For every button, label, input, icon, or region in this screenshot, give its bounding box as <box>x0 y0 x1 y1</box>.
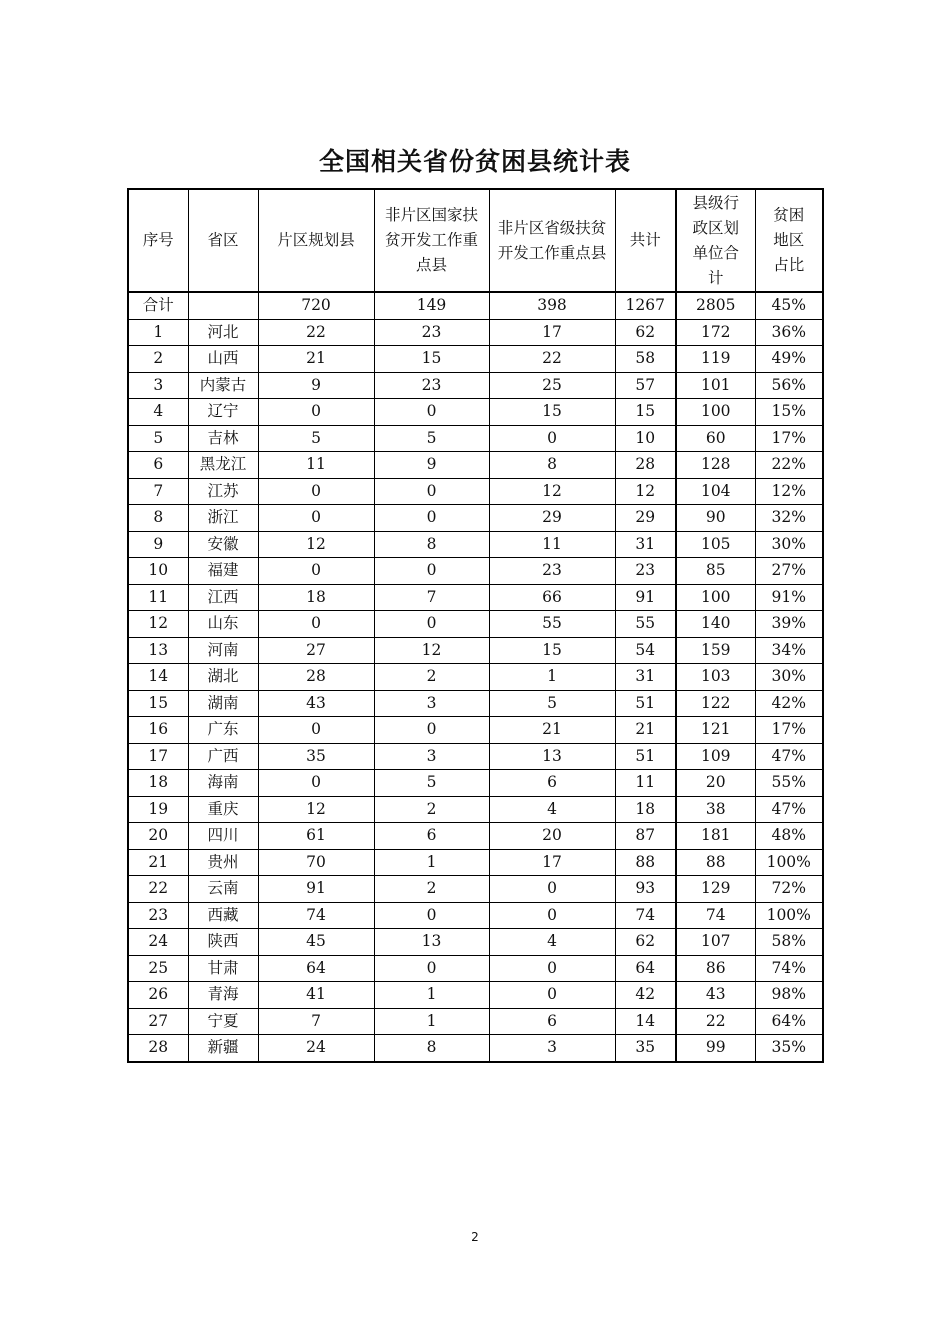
cell-total: 91 <box>615 584 676 611</box>
cell-total: 23 <box>615 558 676 585</box>
cell-province: 江西 <box>188 584 258 611</box>
table-row <box>128 1008 823 1035</box>
table-row <box>128 319 823 346</box>
cell-ratio: 15% <box>755 399 823 426</box>
cell-ratio: 32% <box>755 505 823 532</box>
cell-nonzone-national: 0 <box>374 478 489 505</box>
cell-province: 山西 <box>188 346 258 373</box>
cell-province: 云南 <box>188 876 258 903</box>
cell-county-units: 38 <box>676 796 755 823</box>
cell-nonzone-national: 1 <box>374 849 489 876</box>
cell-nonzone-national: 7 <box>374 584 489 611</box>
cell-zone-planned: 0 <box>258 478 374 505</box>
cell-seq: 14 <box>128 664 188 691</box>
cell-nonzone-provincial: 66 <box>489 584 615 611</box>
cell-seq: 13 <box>128 637 188 664</box>
cell-nonzone-national: 0 <box>374 717 489 744</box>
cell-nonzone-provincial: 55 <box>489 611 615 638</box>
summary-label: 合计 <box>128 292 188 319</box>
cell-nonzone-national: 2 <box>374 876 489 903</box>
table-row <box>128 584 823 611</box>
cell-county-units: 20 <box>676 770 755 797</box>
cell-province: 浙江 <box>188 505 258 532</box>
cell-ratio: 49% <box>755 346 823 373</box>
cell-zone-planned: 0 <box>258 770 374 797</box>
cell-province: 海南 <box>188 770 258 797</box>
cell-seq: 27 <box>128 1008 188 1035</box>
cell-ratio: 58% <box>755 929 823 956</box>
cell-ratio: 30% <box>755 531 823 558</box>
table-row <box>128 372 823 399</box>
cell-ratio: 64% <box>755 1008 823 1035</box>
cell-zone-planned: 0 <box>258 558 374 585</box>
header-county-units: 县级行政区划单位合计 <box>676 189 755 292</box>
cell-nonzone-provincial: 0 <box>489 982 615 1009</box>
cell-nonzone-provincial: 8 <box>489 452 615 479</box>
cell-total: 55 <box>615 611 676 638</box>
cell-zone-planned: 64 <box>258 955 374 982</box>
cell-county-units: 101 <box>676 372 755 399</box>
cell-ratio: 17% <box>755 425 823 452</box>
cell-nonzone-provincial: 22 <box>489 346 615 373</box>
summary-total: 1267 <box>615 292 676 319</box>
cell-province: 新疆 <box>188 1035 258 1062</box>
table-row <box>128 637 823 664</box>
cell-county-units: 159 <box>676 637 755 664</box>
header-zone-planned: 片区规划县 <box>258 189 374 292</box>
cell-province: 广西 <box>188 743 258 770</box>
cell-nonzone-provincial: 15 <box>489 637 615 664</box>
cell-seq: 25 <box>128 955 188 982</box>
cell-province: 江苏 <box>188 478 258 505</box>
cell-nonzone-national: 23 <box>374 319 489 346</box>
cell-total: 88 <box>615 849 676 876</box>
cell-nonzone-provincial: 5 <box>489 690 615 717</box>
cell-zone-planned: 12 <box>258 796 374 823</box>
summary-nonzone-national: 149 <box>374 292 489 319</box>
cell-nonzone-provincial: 1 <box>489 664 615 691</box>
table-row <box>128 876 823 903</box>
cell-seq: 15 <box>128 690 188 717</box>
cell-seq: 8 <box>128 505 188 532</box>
cell-nonzone-provincial: 11 <box>489 531 615 558</box>
cell-province: 四川 <box>188 823 258 850</box>
cell-total: 21 <box>615 717 676 744</box>
cell-nonzone-provincial: 13 <box>489 743 615 770</box>
cell-county-units: 88 <box>676 849 755 876</box>
cell-seq: 10 <box>128 558 188 585</box>
cell-total: 12 <box>615 478 676 505</box>
cell-nonzone-provincial: 3 <box>489 1035 615 1062</box>
cell-zone-planned: 9 <box>258 372 374 399</box>
cell-province: 湖南 <box>188 690 258 717</box>
table-row <box>128 849 823 876</box>
cell-total: 28 <box>615 452 676 479</box>
cell-zone-planned: 27 <box>258 637 374 664</box>
cell-total: 64 <box>615 955 676 982</box>
table-row <box>128 955 823 982</box>
cell-seq: 21 <box>128 849 188 876</box>
poverty-county-table <box>127 188 824 1063</box>
cell-county-units: 109 <box>676 743 755 770</box>
cell-county-units: 43 <box>676 982 755 1009</box>
header-ratio: 贫困地区占比 <box>755 189 823 292</box>
cell-county-units: 85 <box>676 558 755 585</box>
cell-zone-planned: 0 <box>258 611 374 638</box>
cell-seq: 4 <box>128 399 188 426</box>
cell-total: 31 <box>615 664 676 691</box>
cell-ratio: 47% <box>755 796 823 823</box>
cell-ratio: 30% <box>755 664 823 691</box>
cell-province: 甘肃 <box>188 955 258 982</box>
cell-total: 93 <box>615 876 676 903</box>
cell-province: 安徽 <box>188 531 258 558</box>
cell-county-units: 128 <box>676 452 755 479</box>
cell-seq: 5 <box>128 425 188 452</box>
cell-zone-planned: 70 <box>258 849 374 876</box>
table-row <box>128 399 823 426</box>
cell-nonzone-provincial: 21 <box>489 717 615 744</box>
page-title: 全国相关省份贫困县统计表 <box>318 147 631 176</box>
cell-ratio: 72% <box>755 876 823 903</box>
cell-zone-planned: 0 <box>258 717 374 744</box>
cell-nonzone-provincial: 0 <box>489 876 615 903</box>
cell-ratio: 91% <box>755 584 823 611</box>
cell-zone-planned: 24 <box>258 1035 374 1062</box>
summary-province <box>188 292 258 319</box>
cell-nonzone-provincial: 0 <box>489 955 615 982</box>
cell-province: 河北 <box>188 319 258 346</box>
cell-zone-planned: 35 <box>258 743 374 770</box>
cell-ratio: 39% <box>755 611 823 638</box>
table-row <box>128 743 823 770</box>
table-row <box>128 452 823 479</box>
cell-total: 58 <box>615 346 676 373</box>
cell-zone-planned: 22 <box>258 319 374 346</box>
page-number: 2 <box>471 1230 479 1244</box>
header-province: 省区 <box>188 189 258 292</box>
cell-ratio: 55% <box>755 770 823 797</box>
cell-nonzone-provincial: 6 <box>489 1008 615 1035</box>
cell-county-units: 105 <box>676 531 755 558</box>
summary-zone-planned: 720 <box>258 292 374 319</box>
cell-nonzone-provincial: 4 <box>489 796 615 823</box>
table-row <box>128 478 823 505</box>
cell-total: 29 <box>615 505 676 532</box>
cell-nonzone-national: 9 <box>374 452 489 479</box>
cell-total: 31 <box>615 531 676 558</box>
cell-province: 辽宁 <box>188 399 258 426</box>
cell-total: 87 <box>615 823 676 850</box>
cell-province: 吉林 <box>188 425 258 452</box>
cell-province: 湖北 <box>188 664 258 691</box>
table-row <box>128 770 823 797</box>
cell-seq: 2 <box>128 346 188 373</box>
cell-ratio: 22% <box>755 452 823 479</box>
cell-county-units: 107 <box>676 929 755 956</box>
cell-seq: 11 <box>128 584 188 611</box>
cell-seq: 7 <box>128 478 188 505</box>
cell-province: 广东 <box>188 717 258 744</box>
cell-county-units: 86 <box>676 955 755 982</box>
summary-nonzone-provincial: 398 <box>489 292 615 319</box>
summary-county-units: 2805 <box>676 292 755 319</box>
cell-county-units: 140 <box>676 611 755 638</box>
cell-total: 11 <box>615 770 676 797</box>
summary-ratio: 45% <box>755 292 823 319</box>
cell-province: 西藏 <box>188 902 258 929</box>
cell-nonzone-national: 2 <box>374 796 489 823</box>
table-row <box>128 611 823 638</box>
cell-county-units: 119 <box>676 346 755 373</box>
cell-total: 62 <box>615 319 676 346</box>
cell-nonzone-national: 13 <box>374 929 489 956</box>
cell-nonzone-national: 1 <box>374 982 489 1009</box>
cell-zone-planned: 18 <box>258 584 374 611</box>
cell-seq: 19 <box>128 796 188 823</box>
cell-seq: 6 <box>128 452 188 479</box>
cell-county-units: 74 <box>676 902 755 929</box>
cell-zone-planned: 41 <box>258 982 374 1009</box>
cell-seq: 20 <box>128 823 188 850</box>
cell-county-units: 172 <box>676 319 755 346</box>
cell-zone-planned: 0 <box>258 505 374 532</box>
cell-nonzone-national: 2 <box>374 664 489 691</box>
cell-ratio: 47% <box>755 743 823 770</box>
table-row <box>128 531 823 558</box>
cell-seq: 3 <box>128 372 188 399</box>
cell-county-units: 60 <box>676 425 755 452</box>
cell-zone-planned: 12 <box>258 531 374 558</box>
table-row <box>128 425 823 452</box>
cell-nonzone-provincial: 0 <box>489 902 615 929</box>
cell-county-units: 100 <box>676 399 755 426</box>
header-nonzone-national: 非片区国家扶贫开发工作重点县 <box>374 189 489 292</box>
cell-zone-planned: 45 <box>258 929 374 956</box>
cell-ratio: 35% <box>755 1035 823 1062</box>
table-row <box>128 505 823 532</box>
table-row <box>128 902 823 929</box>
cell-nonzone-national: 6 <box>374 823 489 850</box>
table-row <box>128 717 823 744</box>
cell-ratio: 12% <box>755 478 823 505</box>
cell-total: 35 <box>615 1035 676 1062</box>
cell-county-units: 103 <box>676 664 755 691</box>
summary-row <box>128 292 823 319</box>
cell-zone-planned: 0 <box>258 399 374 426</box>
cell-seq: 22 <box>128 876 188 903</box>
cell-ratio: 48% <box>755 823 823 850</box>
cell-nonzone-national: 5 <box>374 425 489 452</box>
table-header-row <box>128 189 823 292</box>
table-row <box>128 982 823 1009</box>
cell-total: 14 <box>615 1008 676 1035</box>
cell-county-units: 90 <box>676 505 755 532</box>
cell-ratio: 98% <box>755 982 823 1009</box>
table-row <box>128 664 823 691</box>
cell-zone-planned: 11 <box>258 452 374 479</box>
cell-total: 62 <box>615 929 676 956</box>
cell-county-units: 22 <box>676 1008 755 1035</box>
cell-ratio: 27% <box>755 558 823 585</box>
cell-total: 18 <box>615 796 676 823</box>
cell-province: 内蒙古 <box>188 372 258 399</box>
cell-county-units: 181 <box>676 823 755 850</box>
cell-nonzone-provincial: 17 <box>489 849 615 876</box>
cell-zone-planned: 21 <box>258 346 374 373</box>
cell-nonzone-national: 0 <box>374 558 489 585</box>
table-row <box>128 690 823 717</box>
table-row <box>128 929 823 956</box>
cell-nonzone-national: 8 <box>374 1035 489 1062</box>
cell-total: 54 <box>615 637 676 664</box>
cell-seq: 26 <box>128 982 188 1009</box>
cell-nonzone-national: 5 <box>374 770 489 797</box>
cell-nonzone-provincial: 6 <box>489 770 615 797</box>
cell-ratio: 36% <box>755 319 823 346</box>
cell-total: 51 <box>615 743 676 770</box>
cell-seq: 28 <box>128 1035 188 1062</box>
cell-total: 51 <box>615 690 676 717</box>
cell-county-units: 99 <box>676 1035 755 1062</box>
cell-nonzone-provincial: 15 <box>489 399 615 426</box>
cell-nonzone-national: 0 <box>374 955 489 982</box>
cell-nonzone-national: 0 <box>374 505 489 532</box>
cell-ratio: 100% <box>755 902 823 929</box>
cell-seq: 17 <box>128 743 188 770</box>
cell-seq: 24 <box>128 929 188 956</box>
cell-total: 10 <box>615 425 676 452</box>
cell-nonzone-provincial: 23 <box>489 558 615 585</box>
cell-ratio: 34% <box>755 637 823 664</box>
cell-nonzone-national: 23 <box>374 372 489 399</box>
cell-zone-planned: 43 <box>258 690 374 717</box>
cell-nonzone-national: 3 <box>374 690 489 717</box>
cell-province: 宁夏 <box>188 1008 258 1035</box>
cell-nonzone-provincial: 20 <box>489 823 615 850</box>
cell-county-units: 122 <box>676 690 755 717</box>
cell-nonzone-provincial: 17 <box>489 319 615 346</box>
table-row <box>128 823 823 850</box>
table-row <box>128 796 823 823</box>
cell-nonzone-national: 0 <box>374 902 489 929</box>
cell-province: 黑龙江 <box>188 452 258 479</box>
cell-seq: 18 <box>128 770 188 797</box>
cell-province: 福建 <box>188 558 258 585</box>
cell-nonzone-national: 0 <box>374 399 489 426</box>
cell-total: 57 <box>615 372 676 399</box>
cell-province: 贵州 <box>188 849 258 876</box>
cell-nonzone-national: 1 <box>374 1008 489 1035</box>
cell-total: 15 <box>615 399 676 426</box>
cell-nonzone-national: 12 <box>374 637 489 664</box>
cell-zone-planned: 74 <box>258 902 374 929</box>
cell-zone-planned: 61 <box>258 823 374 850</box>
cell-province: 重庆 <box>188 796 258 823</box>
cell-nonzone-provincial: 12 <box>489 478 615 505</box>
cell-zone-planned: 5 <box>258 425 374 452</box>
cell-nonzone-national: 15 <box>374 346 489 373</box>
cell-province: 山东 <box>188 611 258 638</box>
cell-county-units: 104 <box>676 478 755 505</box>
table-row <box>128 1035 823 1062</box>
table-row <box>128 346 823 373</box>
cell-county-units: 121 <box>676 717 755 744</box>
cell-ratio: 56% <box>755 372 823 399</box>
cell-county-units: 129 <box>676 876 755 903</box>
cell-seq: 12 <box>128 611 188 638</box>
cell-seq: 1 <box>128 319 188 346</box>
cell-total: 42 <box>615 982 676 1009</box>
cell-seq: 23 <box>128 902 188 929</box>
cell-total: 74 <box>615 902 676 929</box>
cell-nonzone-provincial: 4 <box>489 929 615 956</box>
cell-zone-planned: 91 <box>258 876 374 903</box>
cell-nonzone-provincial: 29 <box>489 505 615 532</box>
cell-seq: 9 <box>128 531 188 558</box>
cell-seq: 16 <box>128 717 188 744</box>
cell-nonzone-provincial: 25 <box>489 372 615 399</box>
cell-ratio: 17% <box>755 717 823 744</box>
cell-ratio: 74% <box>755 955 823 982</box>
cell-nonzone-national: 3 <box>374 743 489 770</box>
cell-zone-planned: 28 <box>258 664 374 691</box>
cell-nonzone-provincial: 0 <box>489 425 615 452</box>
cell-province: 陕西 <box>188 929 258 956</box>
cell-province: 青海 <box>188 982 258 1009</box>
header-seq: 序号 <box>128 189 188 292</box>
header-total: 共计 <box>615 189 676 292</box>
cell-ratio: 100% <box>755 849 823 876</box>
cell-nonzone-national: 0 <box>374 611 489 638</box>
cell-nonzone-national: 8 <box>374 531 489 558</box>
header-nonzone-provincial: 非片区省级扶贫开发工作重点县 <box>489 189 615 292</box>
table-row <box>128 558 823 585</box>
cell-province: 河南 <box>188 637 258 664</box>
cell-county-units: 100 <box>676 584 755 611</box>
cell-ratio: 42% <box>755 690 823 717</box>
cell-zone-planned: 7 <box>258 1008 374 1035</box>
